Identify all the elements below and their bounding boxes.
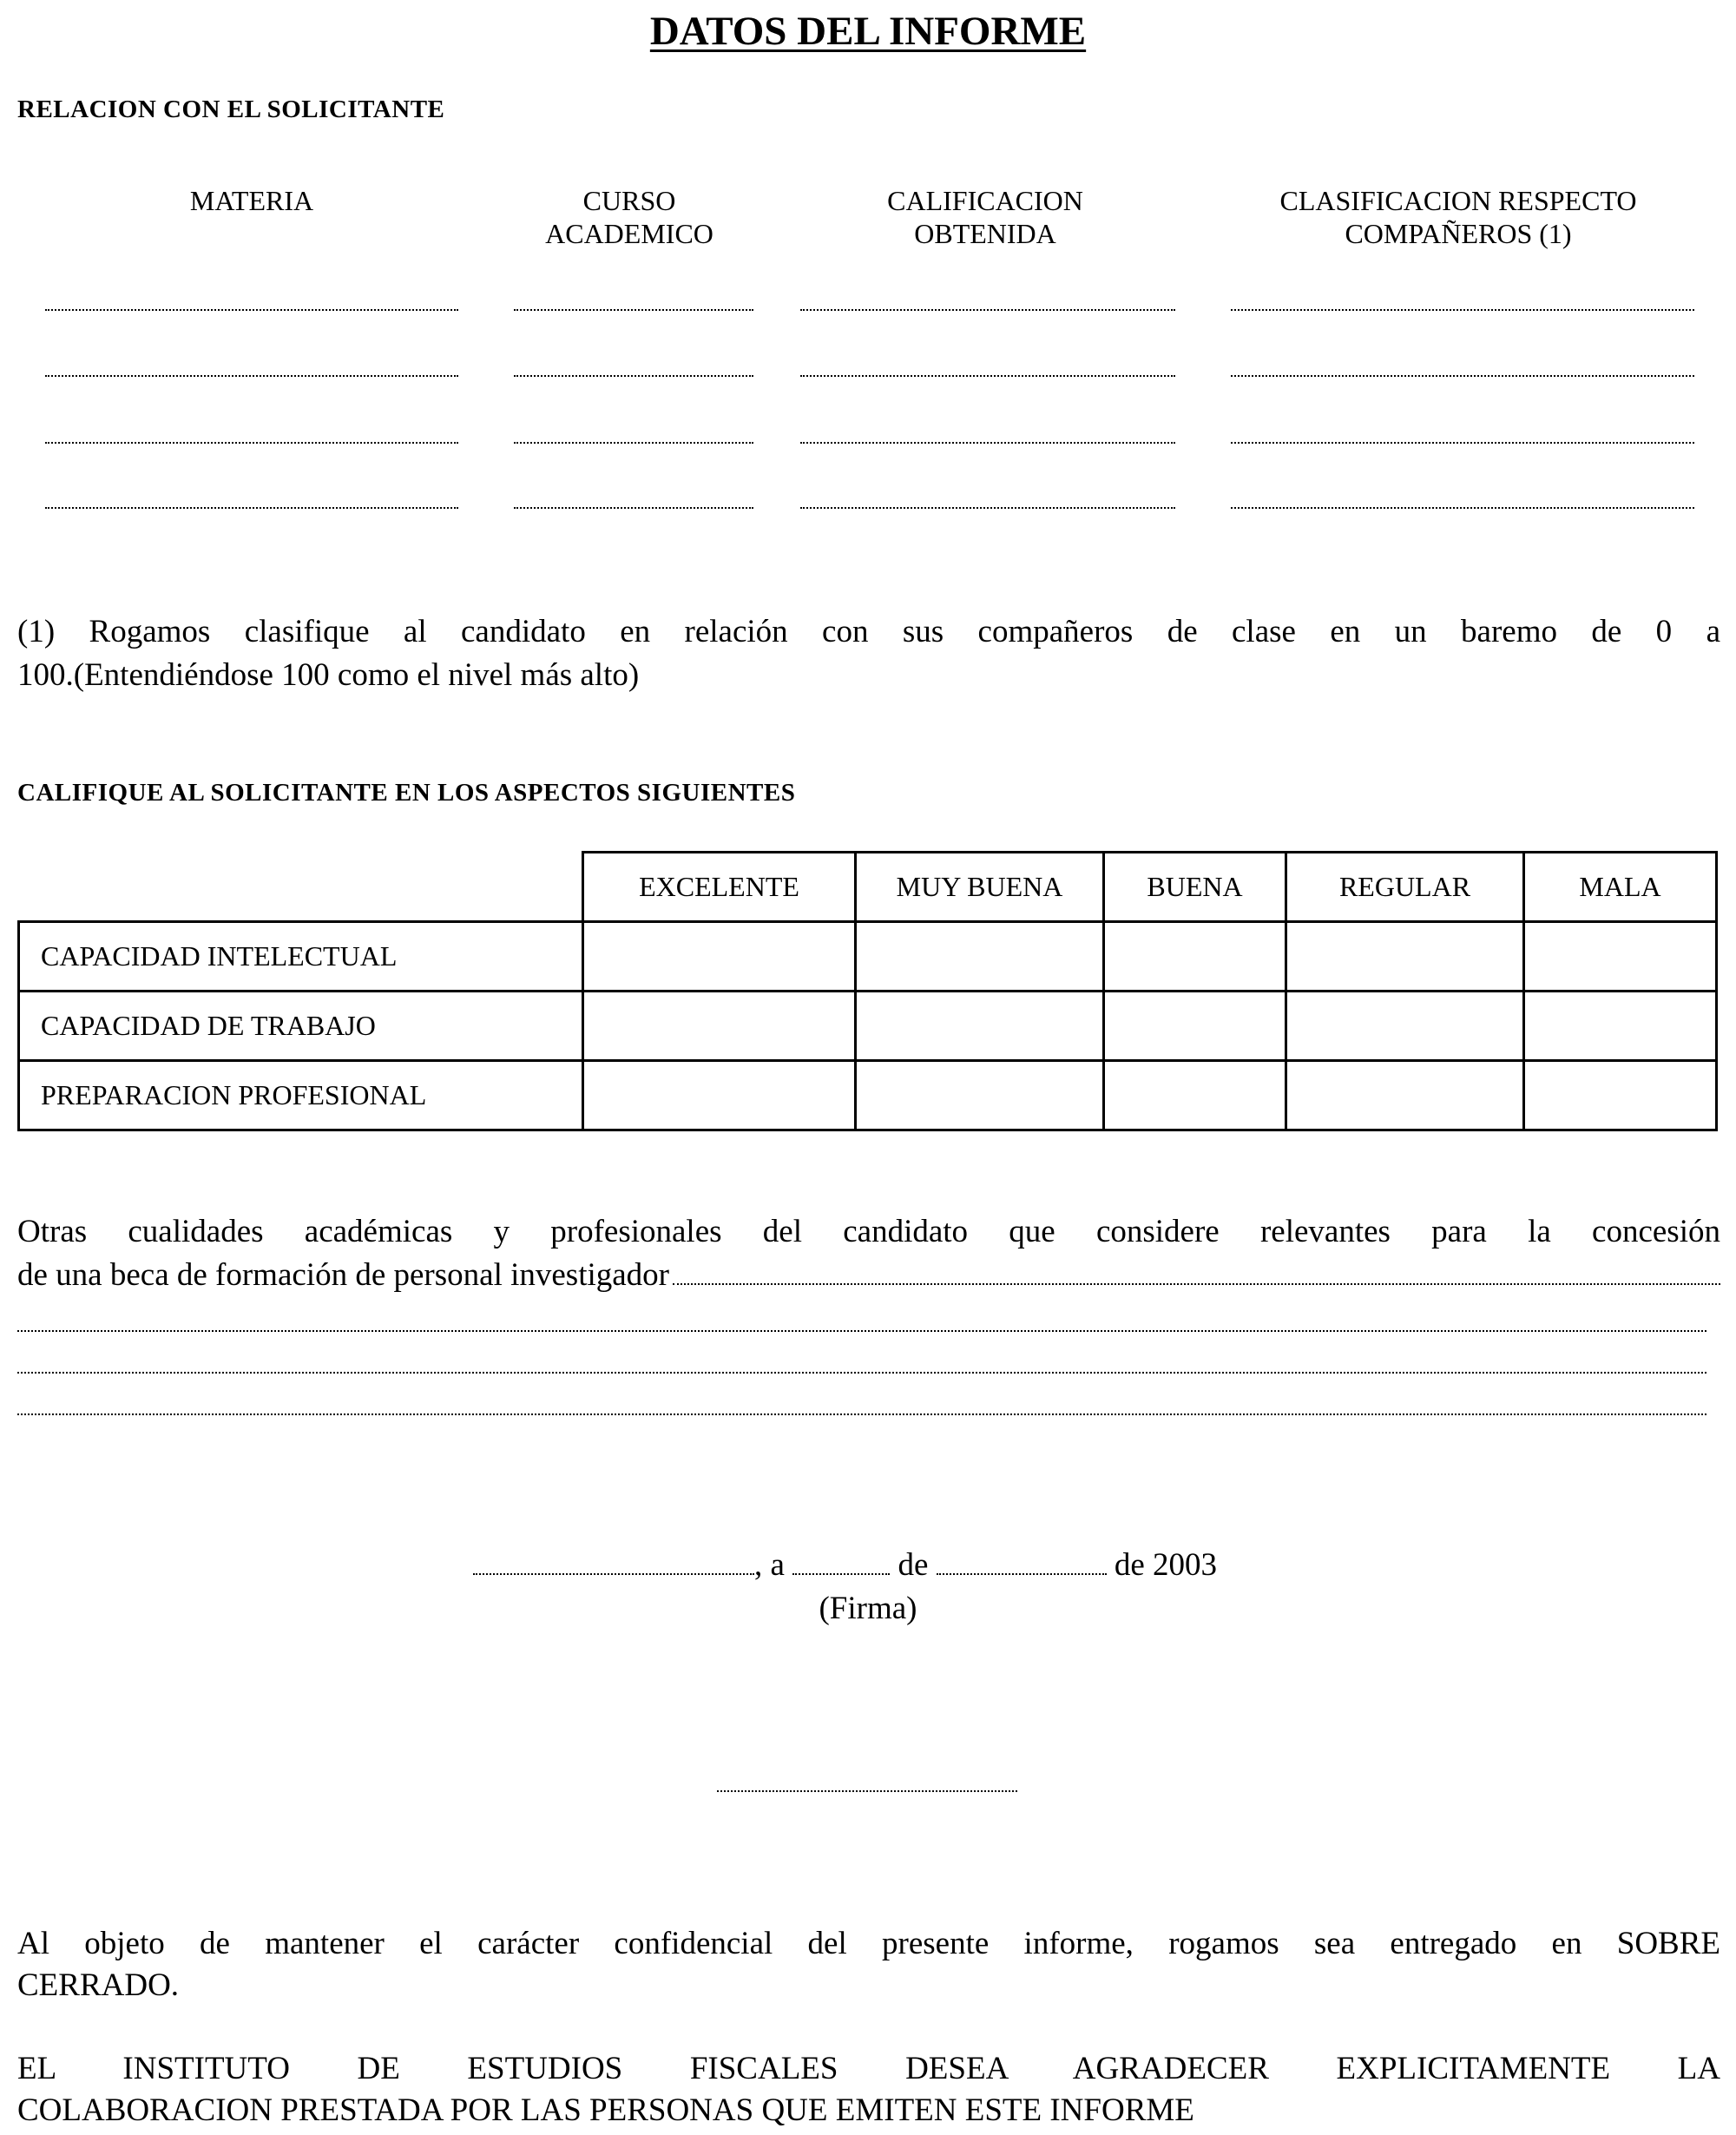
otras-cualidades-field[interactable] xyxy=(17,1330,1706,1332)
column-header-regular: REGULAR xyxy=(1286,853,1524,922)
month-field[interactable] xyxy=(937,1573,1107,1575)
curso-field[interactable] xyxy=(514,309,753,311)
column-header-excelente: EXCELENTE xyxy=(583,853,856,922)
rating-cell[interactable] xyxy=(1104,922,1286,992)
materia-field[interactable] xyxy=(45,309,458,311)
row-label-capacidad-trabajo: CAPACIDAD DE TRABAJO xyxy=(19,992,583,1061)
section-heading-relacion: RELACION CON EL SOLICITANTE xyxy=(17,96,445,123)
footnote-continuation: 100.(Entendiéndose 100 como el nivel más alto) xyxy=(17,657,640,693)
table-row xyxy=(19,922,1717,992)
rating-cell[interactable] xyxy=(583,922,856,992)
clasificacion-field[interactable] xyxy=(1231,309,1694,311)
firma-label: (Firma) xyxy=(819,1591,917,1626)
rating-cell[interactable] xyxy=(583,1061,856,1130)
clasificacion-field[interactable] xyxy=(1231,375,1694,377)
otras-cualidades-prompt: Otras cualidades académicas y profesionales del candidato que considere relevantes para la concesión xyxy=(17,1214,1720,1249)
column-header-materia: MATERIA xyxy=(189,185,314,216)
calificacion-field[interactable] xyxy=(800,442,1175,444)
rating-cell[interactable] xyxy=(1104,1061,1286,1130)
calificacion-field[interactable] xyxy=(800,507,1175,509)
curso-field[interactable] xyxy=(514,442,753,444)
column-header-clasificacion: CLASIFICACION RESPECTO COMPAÑEROS (1) xyxy=(1279,185,1637,249)
column-header-muy-buena: MUY BUENA xyxy=(856,853,1104,922)
section-heading-califique: CALIFIQUE AL SOLICITANTE EN LOS ASPECTOS SIGUIENTES xyxy=(17,779,796,807)
rating-cell[interactable] xyxy=(856,922,1104,992)
acknowledgement: EL INSTITUTO DE ESTUDIOS FISCALES DESEA AGRADECER EXPLICITAMENTE LA xyxy=(17,2051,1720,2086)
rating-cell[interactable] xyxy=(856,992,1104,1061)
rating-cell[interactable] xyxy=(1104,992,1286,1061)
materia-field[interactable] xyxy=(45,442,458,444)
column-header-calificacion: CALIFICACION OBTENIDA xyxy=(887,185,1083,249)
day-field[interactable] xyxy=(792,1573,890,1575)
calificacion-field[interactable] xyxy=(800,309,1175,311)
otras-cualidades-field[interactable] xyxy=(17,1372,1706,1374)
signature-field[interactable] xyxy=(717,1790,1017,1792)
otras-cualidades-line2: de una beca de formación de personal investigador xyxy=(17,1254,1720,1297)
materia-field[interactable] xyxy=(45,375,458,377)
row-label-capacidad-intelectual: CAPACIDAD INTELECTUAL xyxy=(19,922,583,992)
column-header-mala: MALA xyxy=(1524,853,1717,922)
acknowledgement-cont: COLABORACION PRESTADA POR LAS PERSONAS QUE EMITEN ESTE INFORME xyxy=(17,2092,1194,2128)
curso-field[interactable] xyxy=(514,375,753,377)
confidential-note-cont: CERRADO. xyxy=(17,1967,180,2003)
table-corner xyxy=(19,853,583,922)
table-row xyxy=(19,992,1717,1061)
rating-cell[interactable] xyxy=(1286,1061,1524,1130)
rating-cell[interactable] xyxy=(1286,922,1524,992)
curso-field[interactable] xyxy=(514,507,753,509)
column-header-curso: CURSO ACADEMICO xyxy=(545,185,713,249)
table-row xyxy=(19,1061,1717,1130)
rating-cell[interactable] xyxy=(856,1061,1104,1130)
rating-cell[interactable] xyxy=(1524,1061,1717,1130)
otras-cualidades-field[interactable] xyxy=(673,1283,1720,1285)
otras-cualidades-field[interactable] xyxy=(17,1413,1706,1415)
page-title: DATOS DEL INFORME xyxy=(649,9,1087,54)
place-date-line: , a de de 2003 xyxy=(473,1544,1217,1587)
place-field[interactable] xyxy=(473,1573,754,1575)
row-label-preparacion-profesional: PREPARACION PROFESIONAL xyxy=(19,1061,583,1130)
rating-cell[interactable] xyxy=(1524,992,1717,1061)
rating-cell[interactable] xyxy=(1286,992,1524,1061)
clasificacion-field[interactable] xyxy=(1231,507,1694,509)
materia-field[interactable] xyxy=(45,507,458,509)
rating-cell[interactable] xyxy=(583,992,856,1061)
confidential-note: Al objeto de mantener el carácter confidencial del presente informe, rogamos sea entregado en SOBRE xyxy=(17,1926,1720,1961)
calificacion-field[interactable] xyxy=(800,375,1175,377)
clasificacion-field[interactable] xyxy=(1231,442,1694,444)
column-header-buena: BUENA xyxy=(1104,853,1286,922)
rating-table xyxy=(17,851,1718,1131)
footnote: (1) Rogamos clasifique al candidato en relación con sus compañeros de clase en un baremo de 0 a xyxy=(17,614,1720,649)
rating-cell[interactable] xyxy=(1524,922,1717,992)
